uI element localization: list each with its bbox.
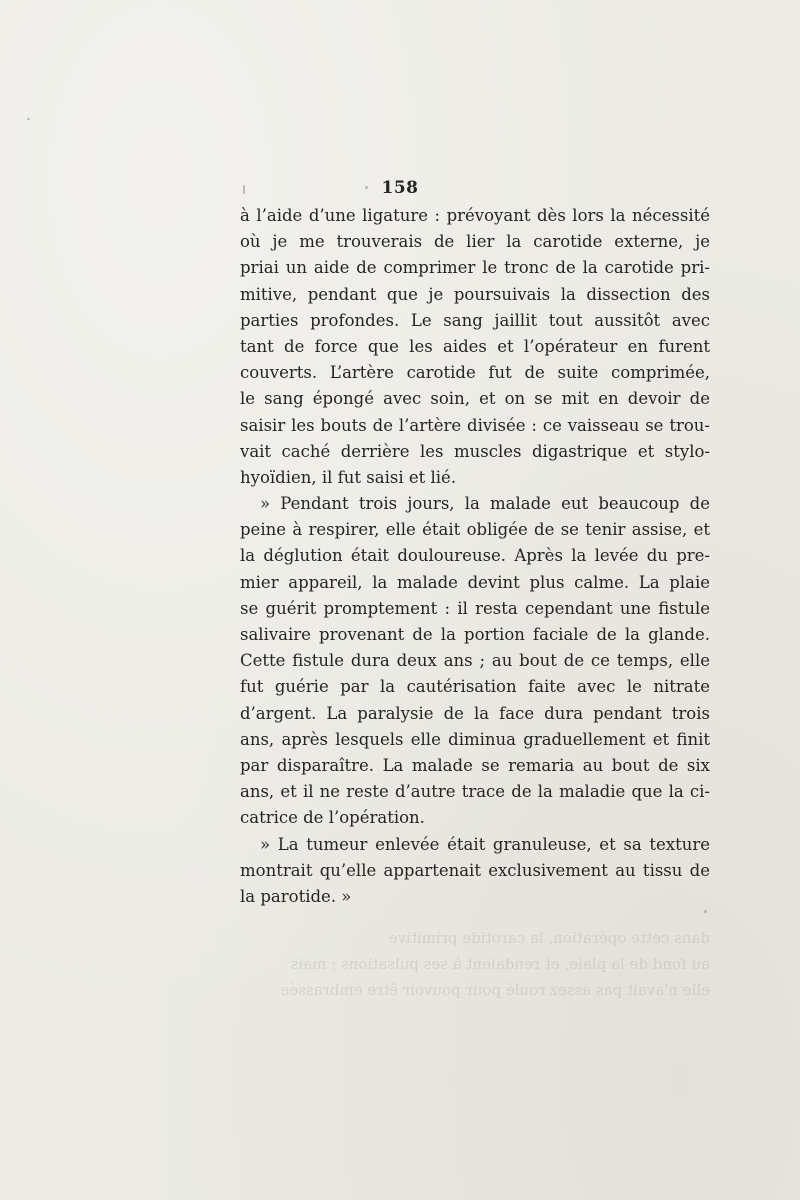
- text-line: d’argent. La paralysie de la face dura pendant trois: [240, 703, 710, 723]
- text-line: où je me trouverais de lier la carotide externe, je: [240, 232, 710, 252]
- text-line: » Pendant trois jours, la malade eut beaucoup de: [260, 494, 710, 514]
- text-line: mier appareil, la malade devint plus calme. La plaie: [240, 572, 710, 592]
- paper-speck: [704, 910, 707, 913]
- page-number: 158: [381, 178, 419, 198]
- text-line: catrice de l’opération.: [240, 808, 425, 828]
- text-line: Cette fistule dura deux ans ; au bout de ce temps, elle: [240, 651, 710, 671]
- text-line: hyoïdien, il fut saisi et lié.: [240, 467, 457, 487]
- text-line: se guérit promptement : il resta cependant une fistule: [240, 598, 710, 618]
- text-line: mitive, pendant que je poursuivais la dissection des: [240, 284, 710, 304]
- text-line: fut guérie par la cautérisation faite avec le nitrate: [240, 677, 710, 697]
- text-line: » La tumeur enlevée était granuleuse, et sa texture: [260, 834, 710, 854]
- text-line: couverts. L’artère carotide fut de suite comprimée,: [240, 363, 710, 383]
- show-through-text: dans cette opération, la carotide primitive au fond de la plaie, et rendaient à ses pulsations ; mais elle n'avait pas assez roulé pour pouvoir être embrassée: [280, 929, 710, 999]
- text-line: la parotide. »: [240, 886, 352, 906]
- text-line: ans, et il ne reste d’autre trace de la maladie que la ci-: [240, 782, 710, 802]
- text-line: saisir les bouts de l’artère divisée : ce vaisseau se trou-: [240, 415, 710, 435]
- body-text: [240, 203, 710, 910]
- text-line: par disparaître. La malade se remaria au bout de six: [240, 755, 710, 775]
- text-line: priai un aide de comprimer le tronc de la carotide pri-: [240, 258, 710, 278]
- text-line: salivaire provenant de la portion faciale de la glande.: [240, 625, 710, 644]
- text-line: parties profondes. Le sang jaillit tout aussitôt avec: [240, 310, 710, 330]
- text-line: montrait qu’elle appartenait exclusivement au tissu de: [240, 860, 710, 880]
- text-line: la déglution était douloureuse. Après la levée du pre-: [240, 546, 710, 566]
- text-line: tant de force que les aides et l’opérateur en furent: [240, 336, 710, 356]
- text-line: peine à respirer, elle était obligée de se tenir assise, et: [240, 520, 710, 540]
- text-line: à l’aide d’une ligature : prévoyant dès lors la nécessité: [240, 206, 710, 225]
- text-line: le sang épongé avec soin, et on se mit en devoir de: [240, 389, 710, 409]
- paper-speck: [27, 118, 30, 120]
- text-line: vait caché derrière les muscles digastrique et stylo-: [240, 441, 710, 461]
- text-line: ans, après lesquels elle diminua graduellement et finit: [240, 729, 710, 749]
